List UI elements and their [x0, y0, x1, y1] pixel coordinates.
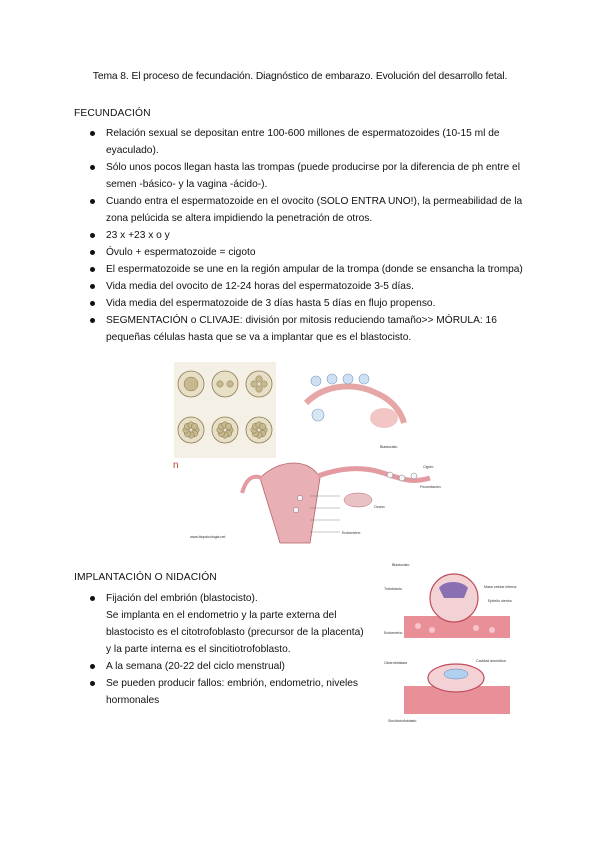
impl-label-epitelio: Epitelio uterino [488, 599, 512, 603]
impl-label-masa: Masa celular interna [484, 585, 517, 589]
implantacion-item-line: Se implanta en el endometrio y la parte externa del blastocisto es el citotrofoblasto (precursor de la placenta) y la parte interna es el sincitiotrofoblasto. [106, 610, 364, 655]
tube-progression-image [296, 363, 408, 435]
fecundacion-list [88, 125, 524, 346]
impl-label-citotrofoblasto: Citotrofoblasto [384, 661, 408, 665]
implantation-diagram [384, 558, 530, 728]
label-endometrio: Endometrio [342, 531, 361, 535]
fecundacion-item: SEGMENTACIÓN o CLIVAJE: división por mitosis reduciendo tamaño>> MÓRULA: 16 pequeñas células hasta que se va a implantar que es el blastocisto. [88, 312, 524, 346]
stage-thumb [212, 417, 238, 443]
implantacion-item [88, 590, 370, 658]
label-blastocisto: Blastocisto [380, 445, 398, 449]
label-ovario: Ovario [374, 505, 385, 509]
fecundacion-item: Vida media del ovocito de 12-24 horas del espermatozoide 3-5 días. [88, 278, 524, 295]
impl-label-cavidad: Cavidad amniótica [476, 659, 506, 663]
fecundacion-item: 23 x +23 x o y [88, 227, 524, 244]
impl-label-top: Blastocisto [392, 563, 410, 567]
implantacion-item-line: A la semana (20-22 del ciclo menstrual) [106, 661, 285, 672]
figure-marker: n [173, 460, 179, 471]
fecundacion-item: Relación sexual se depositan entre 100-600 millones de espermatozoides (10-15 ml de eyaculado). [88, 125, 524, 159]
label-fecundacion: Fecundación [420, 485, 441, 489]
implantacion-item-line: Se pueden producir fallos: embrión, endometrio, niveles hormonales [106, 678, 359, 706]
impl-label-trofoblasto: Trofoblasto [384, 587, 402, 591]
fecundacion-item: Óvulo + espermatozoide = cigoto [88, 244, 524, 261]
fecundacion-item: El espermatozoide se une en la región ampular de la trompa (donde se ensancha la trompa) [88, 261, 524, 278]
fecundacion-item: Cuando entra el espermatozoide en el ovocito (SOLO ENTRA UNO!), la permeabilidad de la zona pelúcida se altera impidiendo la penetración de otros. [88, 193, 524, 227]
impl-label-sincitio: Sincitiotrofoblasto [388, 719, 417, 723]
figure-caption: www.biopsicologia.net [190, 535, 226, 539]
fecundacion-item: Vida media del espermatozoide de 3 días hasta 5 días en flujo propenso. [88, 295, 524, 312]
section-heading-implantacion: IMPLANTACIÓN O NIDACIÓN [74, 572, 217, 583]
implantacion-item [88, 675, 370, 709]
document-title: Tema 8. El proceso de fecundación. Diagnóstico de embarazo. Evolución del desarrollo fetal. [92, 71, 508, 82]
stage-thumb [178, 417, 204, 443]
stage-thumb [212, 371, 238, 397]
fecundacion-item: Sólo unos pocos llegan hasta las trompas (puede producirse por la diferencia de ph entre el semen -básico- y la vagina -ácido-). [88, 159, 524, 193]
impl-label-endometrio: Endometrio [384, 631, 403, 635]
implantacion-item-line: Fijación del embrión (blastocisto). [106, 593, 258, 604]
implantacion-list [88, 590, 370, 709]
uterus-fecundation-diagram [190, 438, 452, 550]
implantacion-item [88, 658, 370, 675]
stage-thumb [246, 371, 272, 397]
section-heading-fecundacion: FECUNDACIÓN [74, 108, 151, 119]
label-cigoto: Cigoto [423, 465, 434, 469]
